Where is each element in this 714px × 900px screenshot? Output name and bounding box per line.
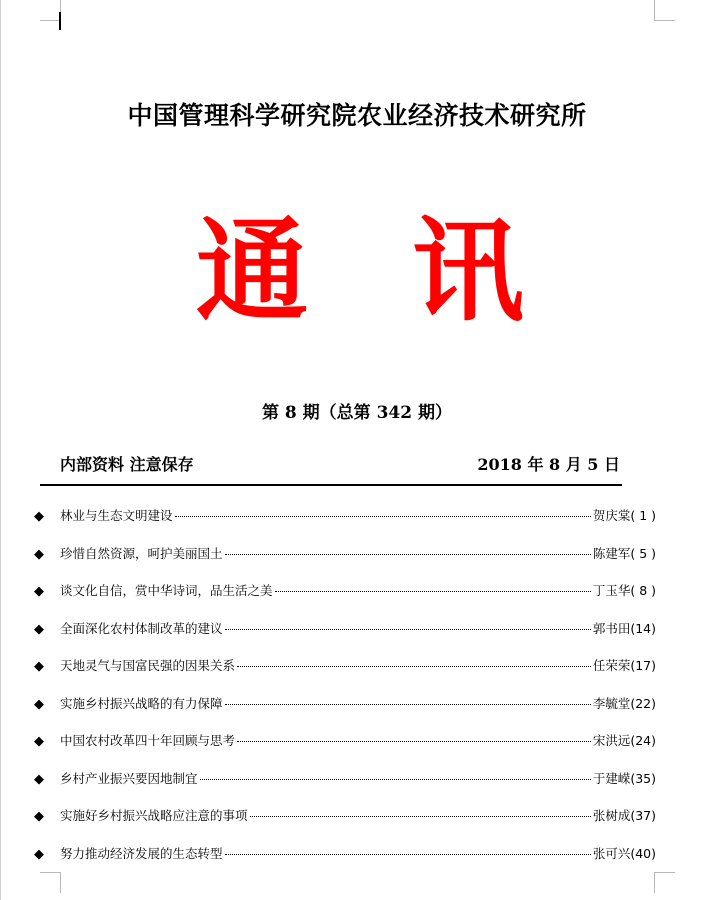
toc-entry[interactable]	[34, 806, 656, 844]
diamond-bullet-icon: ◆	[34, 771, 44, 787]
diamond-bullet-icon: ◆	[34, 659, 44, 674]
toc-entry[interactable]	[34, 656, 656, 694]
confidential-note: 内部资料 注意保存	[60, 455, 194, 474]
toc-leader-dots	[225, 554, 591, 555]
diamond-bullet-icon: ◆	[34, 846, 44, 862]
toc-entry-page: (22)	[630, 695, 656, 711]
toc-entry-page: (17)	[630, 658, 656, 673]
crop-mark-top-left	[40, 0, 61, 21]
toc-entry[interactable]	[34, 694, 656, 732]
diamond-bullet-icon: ◆	[34, 621, 44, 637]
toc-entry[interactable]	[34, 769, 656, 807]
table-of-contents	[34, 506, 656, 881]
toc-entry-page: ( 8 )	[630, 583, 656, 598]
toc-entry-page: (14)	[630, 620, 656, 636]
toc-entry-title: 天地灵气与国富民强的因果关系	[60, 658, 236, 673]
toc-leader-dots	[237, 666, 591, 667]
toc-entry-author: 郭书田	[592, 620, 631, 636]
diamond-bullet-icon: ◆	[34, 809, 44, 824]
header-rule	[40, 484, 622, 486]
toc-entry-title: 实施乡村振兴战略的有力保障	[60, 695, 223, 711]
diamond-bullet-icon: ◆	[34, 509, 44, 524]
toc-leader-dots	[200, 779, 591, 780]
toc-leader-dots	[175, 516, 591, 517]
toc-entry-page: ( 5 )	[630, 545, 656, 561]
toc-leader-dots	[250, 816, 591, 817]
text-cursor	[59, 12, 61, 30]
masthead-char-2: 讯	[412, 206, 524, 337]
toc-leader-dots	[237, 741, 591, 742]
toc-entry-title: 实施好乡村振兴战略应注意的事项	[60, 808, 248, 823]
toc-entry-title: 努力推动经济发展的生态转型	[60, 845, 223, 861]
toc-entry[interactable]	[34, 619, 656, 657]
toc-entry-author: 贺庆棠	[592, 508, 631, 523]
toc-entry[interactable]	[34, 844, 656, 882]
toc-leader-dots	[225, 854, 591, 855]
diamond-bullet-icon: ◆	[34, 734, 44, 749]
toc-entry-author: 张可兴	[592, 845, 631, 861]
toc-entry-author: 李毓堂	[592, 695, 631, 711]
masthead-char-1: 通	[196, 206, 308, 337]
diamond-bullet-icon: ◆	[34, 696, 44, 712]
crop-mark-top-right	[654, 0, 675, 21]
publish-date: 2018 年 8 月 5 日	[477, 455, 620, 474]
toc-entry-title: 中国农村改革四十年回顾与思考	[60, 733, 236, 748]
toc-entry-title: 林业与生态文明建设	[60, 508, 173, 523]
toc-entry[interactable]	[34, 581, 656, 619]
toc-leader-dots	[225, 704, 591, 705]
toc-entry-title: 谈文化自信，赏中华诗词，品生活之美	[60, 583, 273, 598]
toc-entry-title: 全面深化农村体制改革的建议	[60, 620, 223, 636]
toc-entry-author: 张树成	[592, 808, 631, 823]
toc-entry[interactable]	[34, 506, 656, 544]
diamond-bullet-icon: ◆	[34, 546, 44, 562]
toc-entry-page: (40)	[630, 845, 656, 861]
toc-entry-page: ( 1 )	[630, 508, 656, 523]
toc-leader-dots	[225, 629, 591, 630]
toc-entry-title: 乡村产业振兴要因地制宜	[60, 770, 198, 786]
issue-number: 第 8 期（总第 342 期）	[262, 403, 452, 423]
diamond-bullet-icon: ◆	[34, 584, 44, 599]
toc-leader-dots	[275, 591, 591, 592]
toc-entry-author: 任荣荣	[592, 658, 631, 673]
toc-entry-page: (35)	[630, 770, 656, 786]
crop-mark-bottom-right	[654, 872, 675, 893]
toc-entry-page: (37)	[630, 808, 656, 823]
toc-entry[interactable]	[34, 544, 656, 582]
toc-entry[interactable]	[34, 731, 656, 769]
toc-entry-author: 于建嵘	[592, 770, 631, 786]
institute-title: 中国管理科学研究院农业经济技术研究所	[127, 101, 587, 130]
toc-entry-page: (24)	[630, 733, 656, 748]
toc-entry-author: 丁玉华	[592, 583, 631, 598]
toc-entry-author: 宋洪远	[592, 733, 631, 748]
toc-entry-title: 珍惜自然资源，呵护美丽国土	[60, 545, 223, 561]
toc-entry-author: 陈建军	[592, 545, 631, 561]
